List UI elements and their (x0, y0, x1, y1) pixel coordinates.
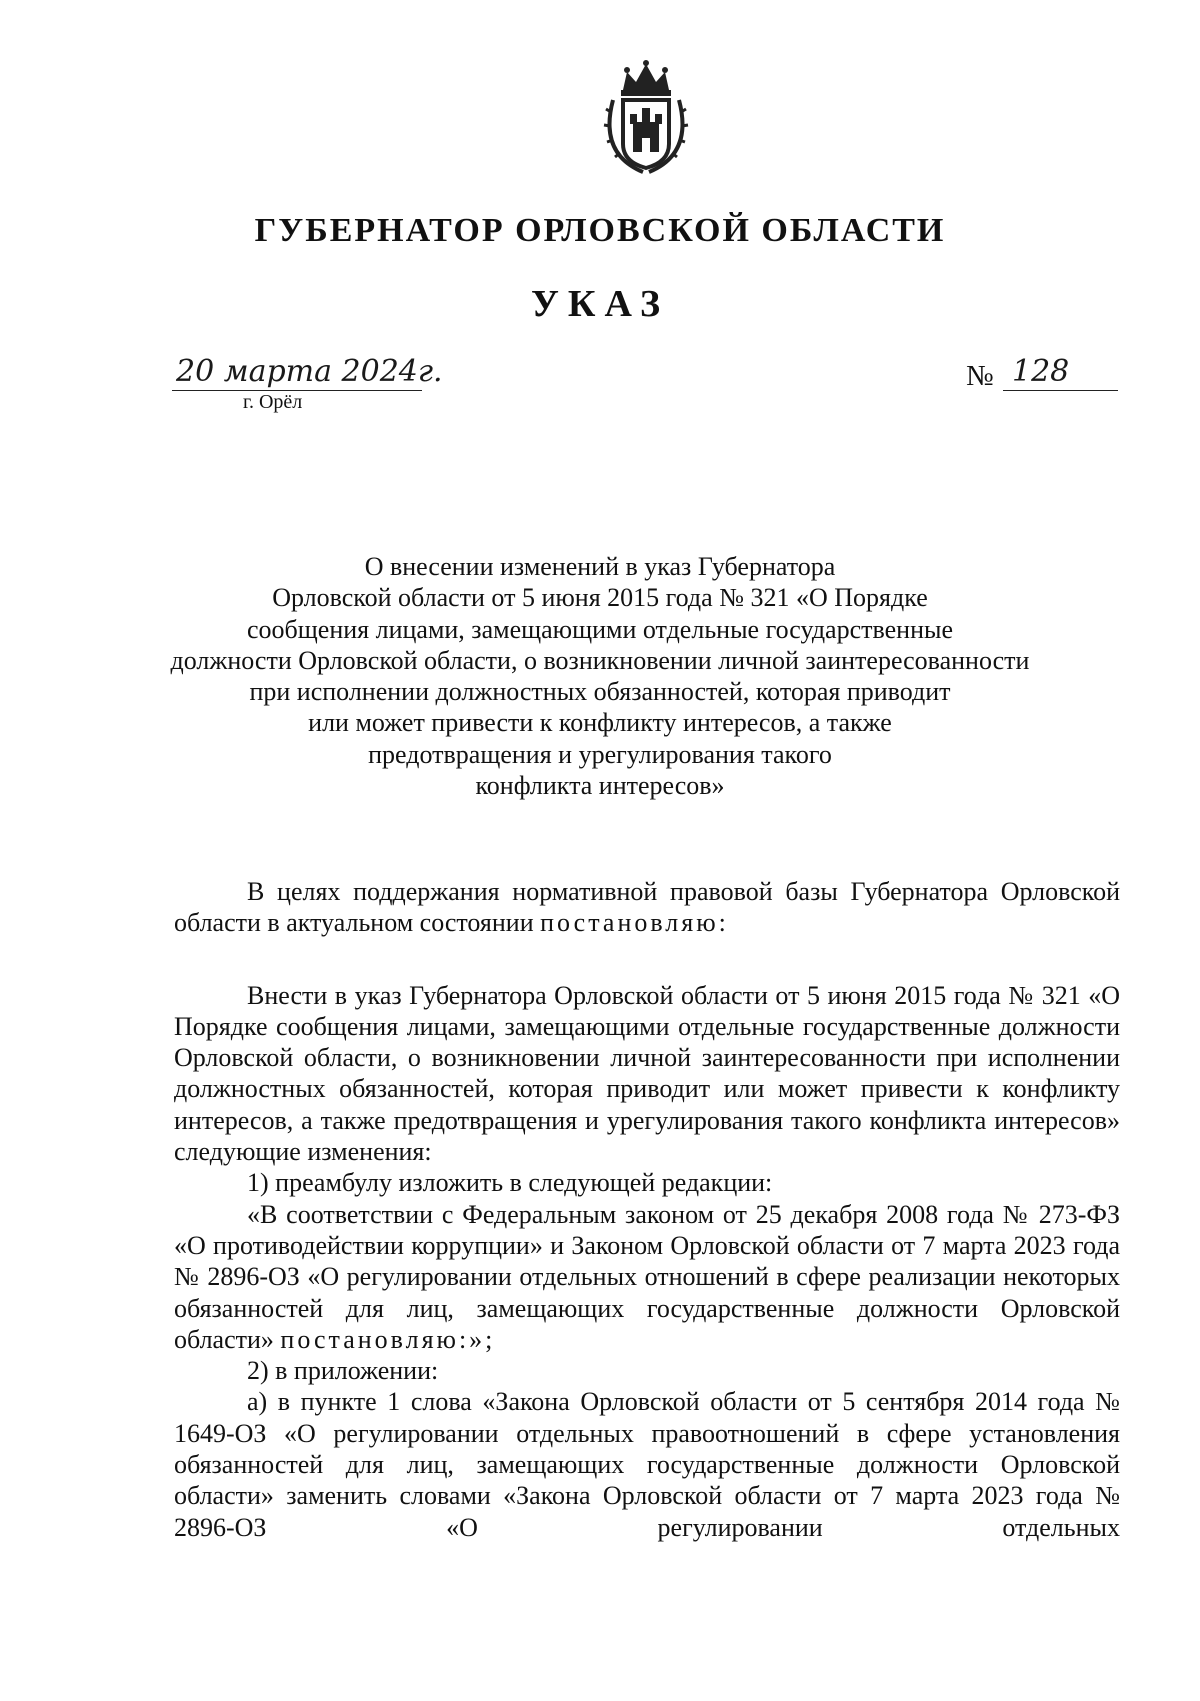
subject-line: или может привести к конфликту интересов, а также (308, 708, 892, 738)
document-subject (150, 551, 1050, 801)
handwritten-number: 128 (1012, 354, 1070, 389)
preamble-text: В целях поддержания нормативной правовой базы Губернатора Орловской области в актуальном состоянии (174, 877, 1120, 938)
item-2a: а) в пункте 1 слова «Закона Орловской области от 5 сентября 2014 года № 1649-ОЗ «О регулировании отдельных правоотношений в сфере установления обязанностей для лиц, замещающих государственные должности Орловской области» заменить словами «Закона Орловской области от 7 марта 2023 года № 2896-ОЗ «О регулировании отдельных (174, 1387, 1120, 1542)
subject-line: предотвращения и урегулирования такого (368, 739, 832, 769)
intro-paragraph: Внести в указ Губернатора Орловской области от 5 июня 2015 года № 321 «О Порядке сообщения лицами, замещающими отдельные государственные должности Орловской области, о возникновении личной заинтересованности при исполнении должностных обязанностей, которая приводит или может привести к конфликту интересов, а также предотвращения и урегулирования такого конфликта интересов» следующие изменения: (174, 980, 1120, 1167)
item-1-quote-text: «В соответствии с Федеральным законом от 25 декабря 2008 года № 273-ФЗ «О противодействии коррупции» и Законом Орловской области от 7 марта 2023 года № 2896-ОЗ «О регулировании отдельных отношений в сфере реализации некоторых обязанностей для лиц, замещающих государственные должности Орловской области» (174, 1199, 1120, 1354)
handwritten-date: 20 марта 2024г. (176, 354, 443, 389)
decree-word: постановляю: (540, 908, 729, 938)
item-1-quote-end: постановляю:»; (280, 1324, 496, 1354)
place-of-issue: г. Орёл (243, 391, 303, 413)
item-2: 2) в приложении: (247, 1356, 439, 1386)
document-type: УКАЗ (531, 283, 669, 325)
item-1: 1) преамбулу изложить в следующей редакции: (247, 1168, 773, 1198)
subject-line: Орловской области от 5 июня 2015 года № 321 «О Порядке (272, 583, 928, 613)
coat-of-arms-icon (603, 60, 689, 176)
subject-line: конфликта интересов» (475, 771, 725, 801)
number-underline (1003, 390, 1118, 391)
subject-line: должности Орловской области, о возникновении личной заинтересованности (170, 645, 1030, 675)
subject-line: О внесении изменений в указ Губернатора (364, 552, 836, 581)
subject-line: сообщения лицами, замещающими отдельные государственные (246, 614, 953, 644)
authority-title: ГУБЕРНАТОР ОРЛОВСКОЙ ОБЛАСТИ (254, 212, 946, 249)
item-1-quote (174, 1199, 1120, 1355)
number-sign: № (966, 360, 994, 392)
document-body (174, 876, 1120, 1543)
subject-line: при исполнении должностных обязанностей, которая приводит (249, 677, 951, 707)
preamble-paragraph (174, 876, 1120, 939)
